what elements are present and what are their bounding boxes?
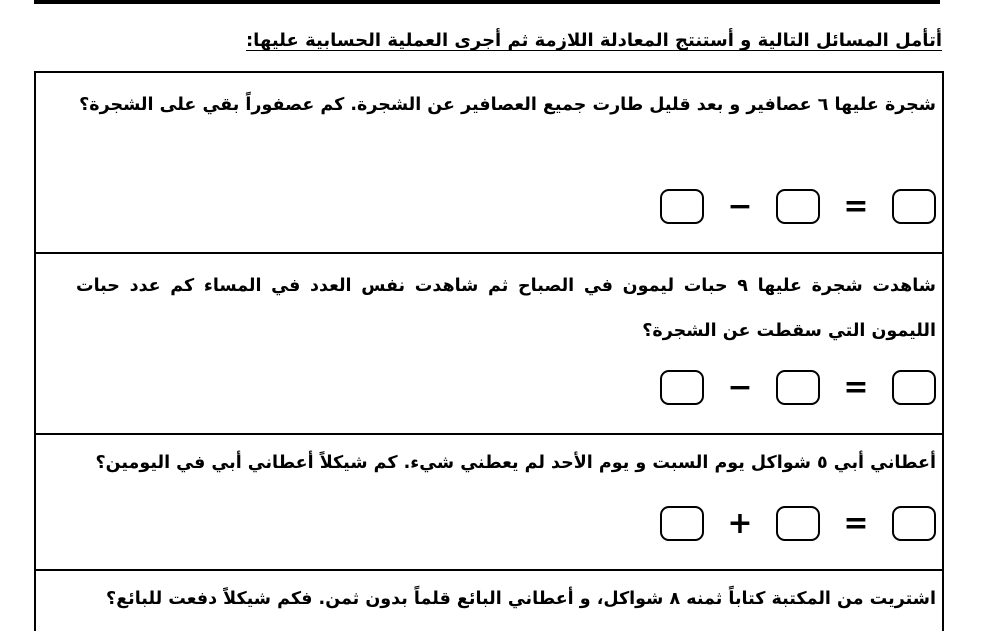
equals-sign: = xyxy=(843,189,869,224)
answer-box-operand-1[interactable] xyxy=(660,506,704,541)
worksheet-table xyxy=(34,71,944,631)
problem-3 xyxy=(36,435,942,571)
problem-2-question: شاهدت شجرة عليها ٩ حبات ليمون في الصباح ثم شاهدت نفس العدد في المساء كم عدد حبات الليمون التي سقطت عن الشجرة؟ xyxy=(76,276,936,341)
top-rule xyxy=(34,0,940,5)
answer-box-operand-2[interactable] xyxy=(776,370,820,405)
problem-1 xyxy=(36,73,942,254)
answer-box-result[interactable] xyxy=(892,189,936,224)
answer-box-operand-1[interactable] xyxy=(660,189,704,224)
problem-2 xyxy=(36,254,942,435)
problem-4 xyxy=(36,571,942,631)
answer-box-operand-2[interactable] xyxy=(776,189,820,224)
instruction-heading: أتأمل المسائل التالية و أستنتج المعادلة اللازمة ثم أجرى العملية الحسابية عليها: xyxy=(245,30,942,51)
problem-1-equation xyxy=(660,189,936,224)
problem-3-question: أعطاني أبي ٥ شواكل يوم السبت و يوم الأحد لم يعطني شيء. كم شيكلاً أعطاني أبي في اليومين؟ xyxy=(95,453,936,473)
answer-box-result[interactable] xyxy=(892,370,936,405)
answer-box-operand-2[interactable] xyxy=(776,506,820,541)
problem-1-question: شجرة عليها ٦ عصافير و بعد قليل طارت جميع العصافير عن الشجرة. كم عصفوراً بقي على الشجرة؟ xyxy=(79,95,936,115)
operator-sign: − xyxy=(727,189,753,224)
problem-2-equation xyxy=(660,370,936,405)
problem-3-equation xyxy=(660,506,936,541)
operator-sign: − xyxy=(727,370,753,405)
equals-sign: = xyxy=(843,506,869,541)
equals-sign: = xyxy=(843,370,869,405)
answer-box-operand-1[interactable] xyxy=(660,370,704,405)
problem-4-question: اشتريت من المكتبة كتاباً ثمنه ٨ شواكل، و أعطاني البائع قلماً بدون ثمن. فكم شيكلاً دفعت للبائع؟ xyxy=(106,589,936,609)
answer-box-result[interactable] xyxy=(892,506,936,541)
operator-sign: + xyxy=(727,506,753,541)
